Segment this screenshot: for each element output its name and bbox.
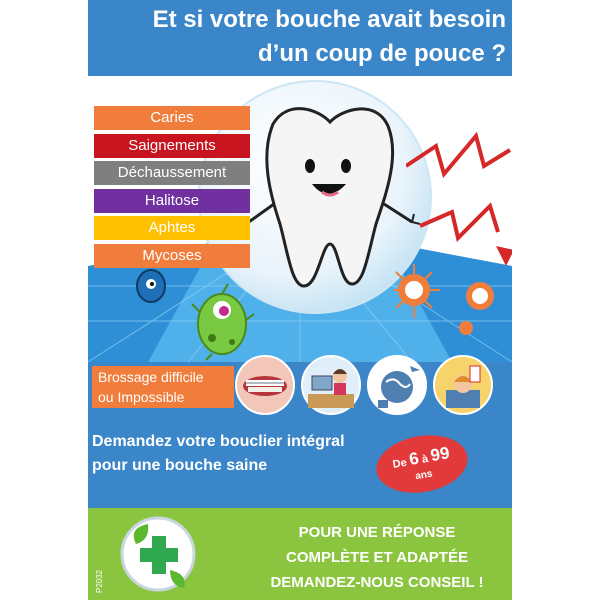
offer-line-1: Demandez votre bouclier intégral xyxy=(92,433,345,450)
age-max: 99 xyxy=(429,443,451,466)
age-prefix: De xyxy=(391,456,408,471)
office-worker-icon xyxy=(300,354,362,416)
age-unit: ans xyxy=(414,468,434,483)
footer xyxy=(88,508,512,600)
title-line-1: Et si votre bouche avait besoin xyxy=(152,6,506,33)
orange-germ-icon xyxy=(394,262,512,342)
offer-text xyxy=(92,430,382,478)
braces-photo-icon xyxy=(234,354,296,416)
problem-label-mycoses: Mycoses xyxy=(94,244,250,268)
green-germ-icon xyxy=(188,282,256,362)
pharmacy-cross-logo xyxy=(118,514,198,594)
travel-globe-icon xyxy=(366,354,428,416)
title-line-2: d’un coup de pouce ? xyxy=(258,40,506,67)
age-sep: à xyxy=(421,452,430,466)
sick-child-icon xyxy=(432,354,494,416)
cta-line-1: POUR UNE RÉPONSE xyxy=(298,524,456,541)
cta-line-2: COMPLÈTE ET ADAPTÉE xyxy=(286,549,468,566)
poster xyxy=(88,0,512,600)
poster-title xyxy=(88,3,506,71)
age-min: 6 xyxy=(407,448,421,469)
brossage-label xyxy=(92,366,234,408)
cta-line-3: DEMANDEZ-NOUS CONSEIL ! xyxy=(270,574,484,591)
problem-label-caries: Caries xyxy=(94,106,250,130)
offer-line-2: pour une bouche saine xyxy=(92,457,268,474)
problem-label-aphtes: Aphtes xyxy=(94,216,250,240)
brossage-line-2: ou Impossible xyxy=(98,389,185,405)
call-to-action xyxy=(242,520,512,595)
age-badge xyxy=(372,428,472,499)
problem-label-saignements: Saignements xyxy=(94,134,250,158)
problem-label-halitose: Halitose xyxy=(94,189,250,213)
illustration-scene xyxy=(88,76,512,362)
problem-list xyxy=(94,106,250,271)
problem-label-dechaussement: Déchaussement xyxy=(94,161,250,185)
product-code: P2032 xyxy=(95,569,104,593)
brossage-line-1: Brossage difficile xyxy=(98,369,204,385)
